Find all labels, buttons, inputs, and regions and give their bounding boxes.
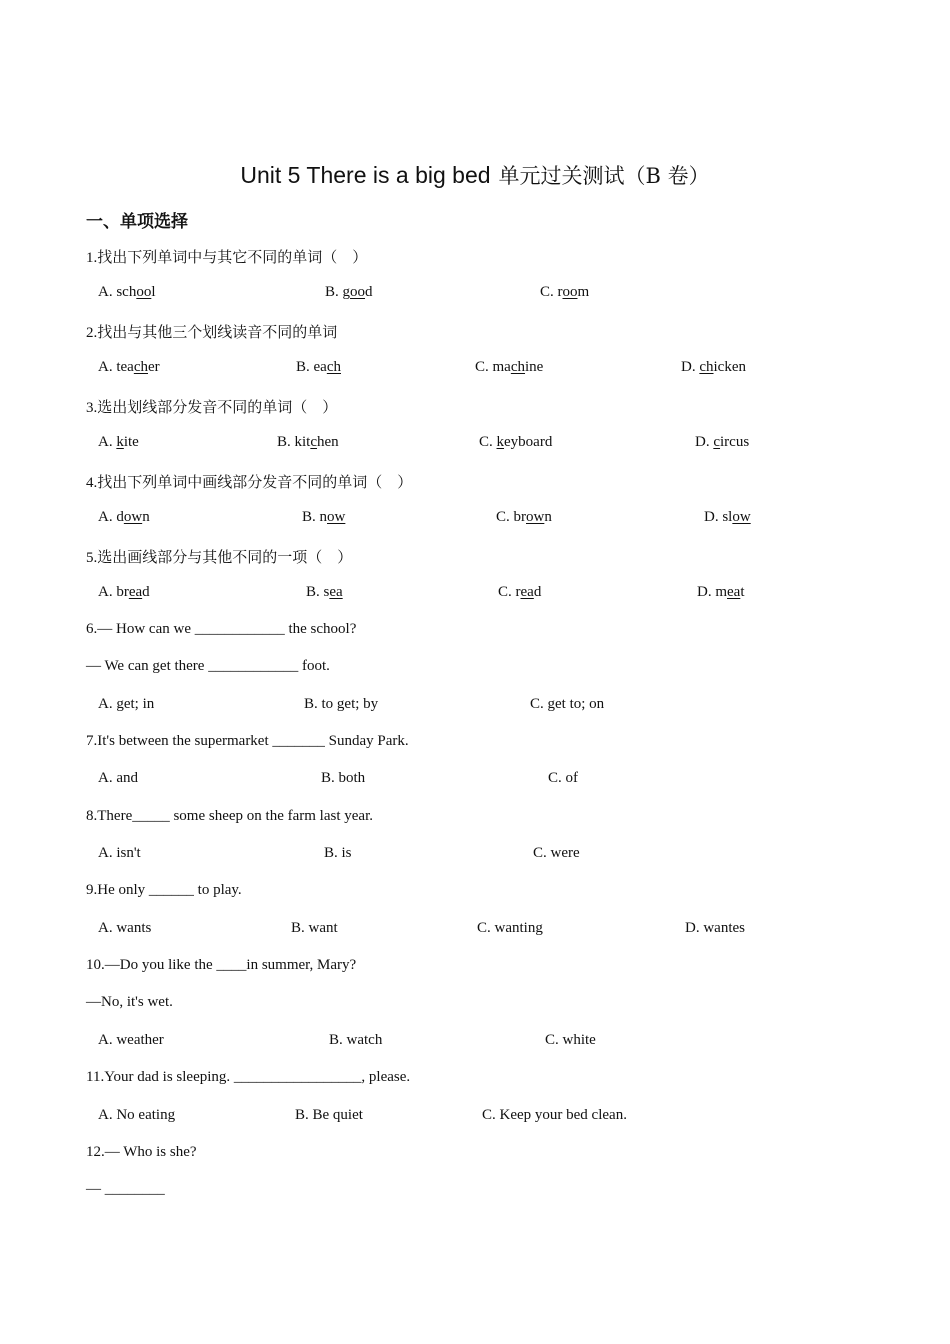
question-stem-line2: — We can get there ____________ foot. [86,658,330,674]
option-text-rest: er [148,359,160,375]
question-stem: 2.找出与其他三个划线读音不同的单词 [86,325,338,341]
answer-option[interactable] [98,434,139,451]
page-title [0,160,950,190]
option-text-rest: icken [713,359,746,375]
answer-option[interactable] [98,1107,175,1124]
option-text: C. r [540,284,563,300]
answer-option[interactable] [324,845,352,862]
question-stem: 9.He only ______ to play. [86,882,242,898]
option-text: C. ma [475,359,511,375]
option-text: D. m [697,584,727,600]
underlined-letters: ow [526,509,545,525]
underlined-letters: oo [562,284,578,300]
answer-option[interactable] [697,584,745,601]
answer-option[interactable] [475,359,543,376]
option-text-rest: m [577,284,590,300]
option-text: C. of [548,770,578,786]
option-text: A. isn't [98,845,141,861]
answer-option[interactable] [98,509,150,526]
answer-option[interactable] [295,1107,363,1124]
question-stem-line2: —No, it's wet. [86,994,173,1010]
answer-option[interactable] [98,845,141,862]
section-heading: 一、单项选择 [86,212,188,232]
option-text-rest: ine [525,359,544,375]
option-text-rest: eyboard [504,434,553,450]
option-text: C. were [533,845,580,861]
option-text: D. [695,434,714,450]
underlined-letters: ow [732,509,751,525]
question-stem: 7.It's between the supermarket _______ Sunday Park. [86,733,409,749]
option-text: A. get; in [98,696,155,712]
question-stem: 1.找出下列单词中与其它不同的单词（ ） [86,250,368,266]
answer-option[interactable] [704,509,751,526]
underlined-letters: oo [136,284,152,300]
question-stem: 4.找出下列单词中画线部分发音不同的单词（ ） [86,475,413,491]
option-text: B. g [325,284,351,300]
option-text-rest: hen [317,434,339,450]
option-text-rest: d [142,584,150,600]
answer-option[interactable] [685,920,745,937]
option-text: C. Keep your bed clean. [482,1107,627,1123]
option-text: A. No eating [98,1107,176,1123]
option-text: B. Be quiet [295,1107,363,1123]
option-text: C. r [498,584,521,600]
question-stem: 12.— Who is she? [86,1144,197,1160]
answer-option[interactable] [98,696,154,713]
answer-option[interactable] [302,509,345,526]
underlined-letters: ow [327,509,346,525]
underlined-letters: ow [123,509,143,525]
option-text-rest: d [365,284,373,300]
option-text: C. [479,434,497,450]
answer-option[interactable] [479,434,552,451]
answer-option[interactable] [98,920,151,937]
answer-option[interactable] [329,1032,382,1049]
underlined-letters: k [496,434,505,450]
question-stem: 8.There_____ some sheep on the farm last year. [86,808,373,824]
question-stem-line2: — ________ [86,1181,165,1197]
option-text: C. white [545,1032,596,1048]
option-text: B. s [306,584,330,600]
option-text: C. wanting [477,920,543,936]
underlined-letters: ea [520,584,534,600]
question-stem: 11.Your dad is sleeping. _________________, please. [86,1069,411,1085]
underlined-letters: ea [128,584,143,600]
underlined-letters: ch [133,359,148,375]
option-text: B. n [302,509,328,525]
answer-option[interactable] [321,770,365,787]
question-stem: 10.—Do you like the ____in summer, Mary? [86,957,357,973]
option-text: A. wants [98,920,152,936]
answer-option[interactable] [306,584,343,601]
answer-option[interactable] [98,584,150,601]
option-text: A. weather [98,1032,164,1048]
answer-option[interactable] [325,284,373,301]
title-chinese: 单元过关测试（B 卷） [498,164,710,188]
option-text: D. [681,359,700,375]
option-text: A. br [98,584,129,600]
answer-option[interactable] [533,845,580,862]
underlined-letters: ch [510,359,526,375]
option-text: B. want [291,920,338,936]
option-text-rest: t [740,584,745,600]
answer-option[interactable] [277,434,339,451]
option-text-rest: ite [123,434,139,450]
underlined-letters: c [713,434,721,450]
underlined-letters: ch [326,359,341,375]
question-stem: 3.选出划线部分发音不同的单词（ ） [86,400,338,416]
option-text: B. both [321,770,366,786]
option-text: B. kit [277,434,311,450]
option-text: B. watch [329,1032,383,1048]
underlined-letters: ch [699,359,714,375]
option-text: C. get to; on [530,696,605,712]
answer-option[interactable] [496,509,552,526]
option-text: A. d [98,509,124,525]
option-text-rest: d [533,584,542,600]
underlined-letters: oo [350,284,366,300]
answer-option[interactable] [304,696,378,713]
answer-option[interactable] [695,434,749,451]
option-text: A. sch [98,284,137,300]
underlined-letters: c [310,434,318,450]
option-text: A. and [98,770,138,786]
option-text: C. br [496,509,526,525]
answer-option[interactable] [482,1107,627,1124]
option-text-rest: n [544,509,552,525]
option-text: D. sl [704,509,733,525]
option-text: B. ea [296,359,327,375]
option-text: A. tea [98,359,134,375]
answer-option[interactable] [98,359,160,376]
underlined-letters: k [116,434,124,450]
question-stem: 5.选出画线部分与其他不同的一项（ ） [86,550,353,566]
option-text: A. [98,434,117,450]
answer-option[interactable] [540,284,589,301]
answer-option[interactable] [545,1032,596,1049]
answer-option[interactable] [498,584,541,601]
answer-option[interactable] [98,1032,164,1049]
option-text: B. to get; by [304,696,379,712]
answer-option[interactable] [98,284,156,301]
answer-option[interactable] [477,920,543,937]
option-text-rest: l [151,284,156,300]
underlined-letters: ea [329,584,343,600]
answer-option[interactable] [291,920,338,937]
answer-option[interactable] [296,359,341,376]
answer-option[interactable] [530,696,604,713]
option-text-rest: n [142,509,150,525]
title-english: Unit 5 There is a big bed [240,162,491,188]
answer-option[interactable] [98,770,138,787]
option-text-rest: ircus [720,434,750,450]
answer-option[interactable] [548,770,578,787]
underlined-letters: ea [727,584,741,600]
question-stem: 6.— How can we ____________ the school? [86,621,357,637]
option-text: D. wantes [685,920,745,936]
option-text: B. is [324,845,352,861]
answer-option[interactable] [681,359,746,376]
